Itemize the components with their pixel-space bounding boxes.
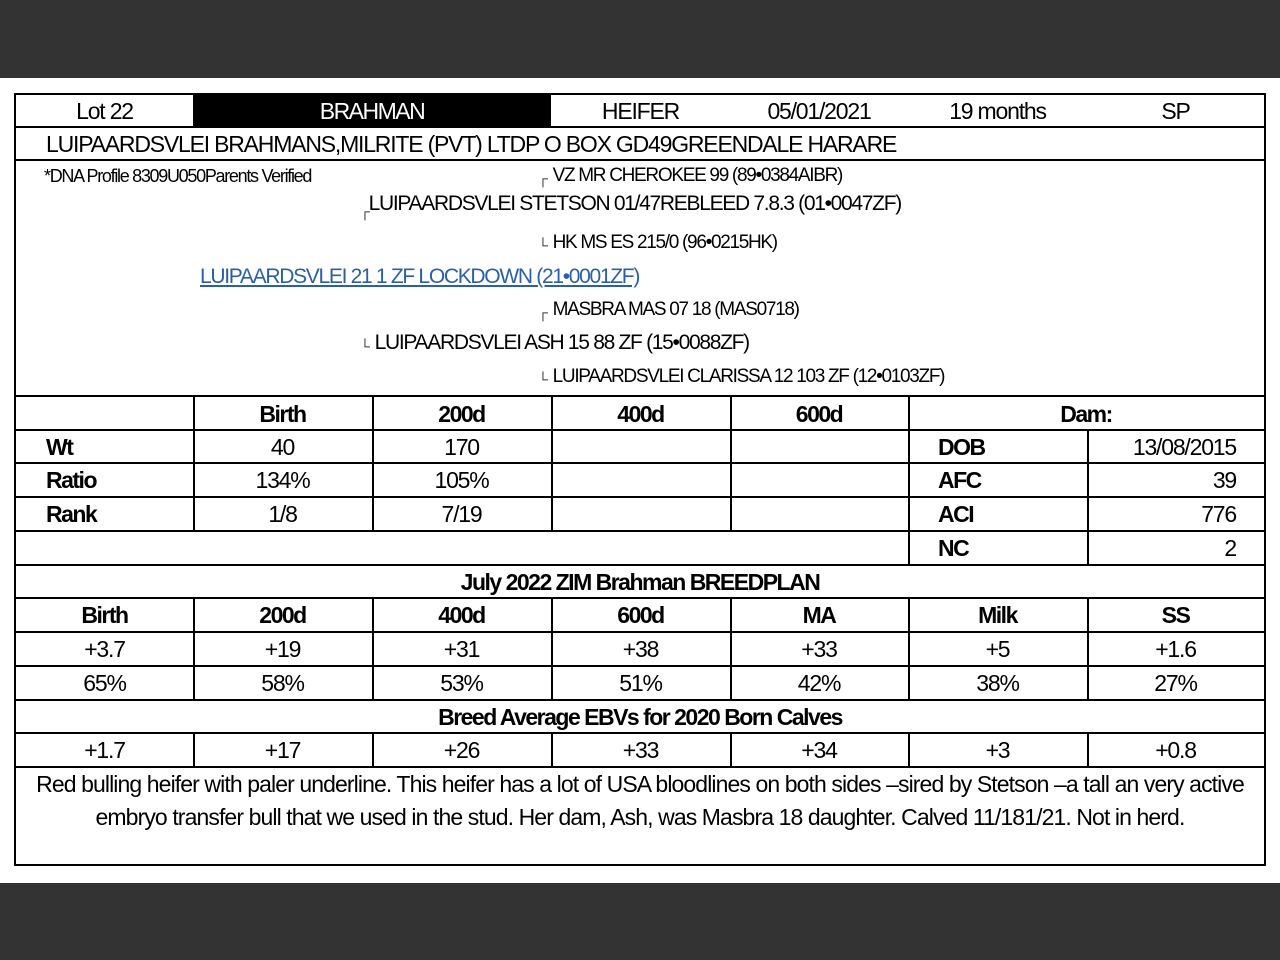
grid-line	[372, 732, 374, 766]
ebv-value: +33	[801, 636, 837, 662]
row-label-ratio: Ratio	[46, 467, 96, 493]
ebv-col-header: MA	[802, 602, 836, 628]
perf-col-header: 400d	[617, 400, 664, 427]
breed-average-value: +34	[801, 737, 837, 763]
bracket-top-icon: ┌	[538, 304, 547, 320]
bracket-top-icon: ┌	[538, 170, 547, 186]
breed-average-value: +1.7	[84, 737, 125, 763]
sire-dam-name: HK MS ES 215/0 (96•0215HK)	[552, 232, 777, 253]
breed-label: BRAHMAN	[193, 95, 551, 128]
ebv-accuracy: 51%	[619, 670, 662, 696]
ebv-accuracy: 65%	[83, 670, 126, 696]
dam-value-afc: 39	[1212, 467, 1236, 493]
grid-line	[193, 395, 195, 530]
lot-number: Lot 22	[76, 98, 133, 124]
ebv-col-header: 400d	[438, 602, 485, 628]
breed-average-value: +3	[985, 737, 1010, 763]
code-label: SP	[1161, 98, 1190, 124]
ebv-value: +38	[622, 636, 659, 662]
ebv-value: +19	[264, 636, 301, 662]
grid-line	[1087, 732, 1089, 766]
breed-average-value: +26	[443, 737, 480, 763]
grid-line	[551, 597, 553, 699]
sire-sire-name: VZ MR CHEROKEE 99 (89•0384AIBR)	[552, 165, 843, 186]
grid-line	[193, 597, 195, 699]
ebv-col-header: 600d	[617, 602, 664, 628]
ebv-col-header: Birth	[81, 602, 128, 628]
ratio-birth: 134%	[255, 467, 310, 493]
grid-line	[551, 732, 553, 766]
pedigree-sire-sire	[538, 165, 842, 187]
grid-line	[730, 597, 732, 699]
perf-col-header: 200d	[438, 400, 485, 427]
pedigree-sire	[360, 192, 901, 219]
rank-birth: 1/8	[268, 501, 297, 527]
sire-name: LUIPAARDSVLEI STETSON 01/47REBLEED 7.8.3 (01•0047ZF)	[368, 192, 901, 215]
sex-label: HEIFER	[601, 98, 680, 124]
dam-label-afc: AFC	[938, 467, 981, 493]
row-label-wt: Wt	[46, 434, 73, 460]
dna-profile-note: *DNA Profile 8309U050Parents Verified	[44, 166, 312, 186]
grid-line	[908, 395, 910, 564]
wt-birth: 40	[270, 434, 295, 460]
ebv-accuracy: 58%	[261, 670, 304, 696]
ebv-accuracy: 38%	[976, 670, 1019, 696]
lot-notes: Red bulling heifer with paler underline. This heifer has a lot of USA bloodlines on both sides –sired by Stetson –a tall an very active embryo transfer bull that we used in the stud. Her dam, Ash, was Masbra 18 daughter. Calved 11/181/21. Not in herd.	[36, 771, 1244, 830]
breed-average-value: +33	[622, 737, 659, 763]
bracket-bottom-icon: └	[538, 371, 547, 387]
bottom-dark-band	[0, 883, 1280, 960]
age-label: 19 months	[949, 98, 1046, 124]
dam-value-nc: 2	[1224, 535, 1236, 561]
grid-line	[908, 597, 910, 699]
grid-line	[1087, 597, 1089, 699]
grid-line	[193, 732, 195, 766]
ebv-accuracy: 27%	[1154, 670, 1197, 696]
breed-average-value: +17	[264, 737, 301, 763]
breed-average-value: +0.8	[1155, 737, 1196, 763]
pedigree-dam-sire	[538, 299, 799, 321]
ebv-col-header: 200d	[259, 602, 306, 628]
row-label-rank: Rank	[46, 501, 97, 527]
breedplan-title: July 2022 ZIM Brahman BREEDPLAN	[460, 568, 820, 595]
grid-line	[730, 395, 732, 530]
dam-value-dob: 13/08/2015	[1132, 434, 1236, 460]
ebv-value: +3.7	[84, 636, 125, 662]
grid-line	[372, 597, 374, 699]
ebv-col-header: SS	[1161, 602, 1190, 628]
wt-200d: 170	[444, 434, 479, 460]
pedigree-dam-dam	[538, 366, 944, 388]
grid-line	[908, 732, 910, 766]
ratio-200d: 105%	[434, 467, 489, 493]
dam-label-aci: ACI	[938, 501, 974, 527]
bracket-bottom-icon: └	[538, 237, 547, 253]
lot-card	[14, 93, 1266, 866]
perf-col-header: Birth	[259, 400, 306, 427]
dam-sire-name: MASBRA MAS 07 18 (MAS0718)	[552, 299, 799, 320]
dam-dam-name: LUIPAARDSVLEI CLARISSA 12 103 ZF (12•0103ZF)	[552, 366, 945, 387]
grid-line	[372, 395, 374, 530]
grid-line	[1087, 429, 1089, 564]
dam-name: LUIPAARDSVLEI ASH 15 88 ZF (15•0088ZF)	[374, 331, 749, 354]
breed-average-title: Breed Average EBVs for 2020 Born Calves	[438, 703, 842, 730]
pedigree-sire-dam	[538, 232, 777, 254]
dam-label-nc: NC	[938, 535, 969, 561]
ebv-value: +31	[443, 636, 480, 662]
subject-animal-link[interactable]: LUIPAARDSVLEI 21 1 ZF LOCKDOWN (21•0001ZF)	[200, 265, 640, 288]
breeder-address: LUIPAARDSVLEI BRAHMANS,MILRITE (PVT) LTDP O BOX GD49GREENDALE HARARE	[46, 131, 897, 157]
ebv-value: +1.6	[1155, 636, 1196, 662]
dam-label-dob: DOB	[938, 434, 985, 460]
rank-200d: 7/19	[441, 501, 482, 527]
dam-heading: Dam:	[1060, 400, 1112, 427]
ebv-col-header: Milk	[978, 602, 1017, 628]
grid-line	[551, 395, 553, 530]
grid-line	[730, 732, 732, 766]
pedigree-dam	[360, 331, 749, 355]
perf-col-header: 600d	[795, 400, 843, 427]
top-dark-band	[0, 0, 1280, 78]
ebv-accuracy: 53%	[440, 670, 483, 696]
dam-value-aci: 776	[1201, 501, 1236, 527]
bracket-top-icon: ┌	[360, 203, 369, 219]
ebv-value: +5	[985, 636, 1010, 662]
divider	[16, 159, 1264, 161]
bracket-bottom-icon: └	[360, 338, 369, 354]
birth-date: 05/01/2021	[767, 98, 871, 124]
ebv-accuracy: 42%	[797, 670, 841, 696]
